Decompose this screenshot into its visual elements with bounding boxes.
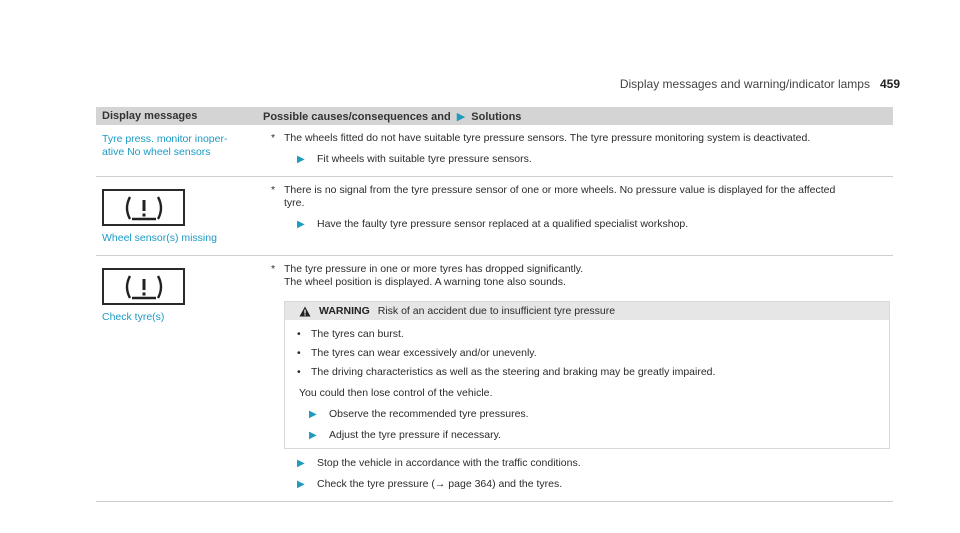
- cause-item: [271, 184, 887, 197]
- col-header-display-messages: Display messages: [96, 107, 257, 125]
- warning-triangle-icon: [299, 306, 311, 317]
- table-header-row: [96, 107, 893, 125]
- action-text-page-link[interactable]: Check the tyre pressure (→ page 364) and the tyres.: [317, 478, 563, 490]
- page-header: [620, 77, 900, 91]
- warning-bullet: [297, 366, 879, 379]
- action-arrow-icon: ▶: [297, 219, 305, 230]
- action-text: Observe the recommended tyre pressures.: [329, 408, 529, 420]
- action-item: [297, 478, 887, 491]
- page-number: 459: [879, 77, 900, 91]
- cause-cell: [257, 125, 893, 177]
- warning-title: Risk of an accident due to insufficient tyre pressure: [377, 305, 616, 317]
- bullet-marker: •: [297, 347, 301, 359]
- bullet-marker: •: [297, 328, 301, 340]
- warning-bullet: [297, 328, 879, 341]
- action-arrow-icon: ▶: [297, 458, 305, 469]
- arrow-right-icon: ▶: [456, 110, 466, 123]
- cause-text-continued: The wheel position is displayed. A warning tone also sounds.: [284, 276, 566, 288]
- col-header-solutions-label: Solutions: [471, 110, 522, 123]
- message-link-check-tyres[interactable]: Check tyre(s): [102, 311, 165, 323]
- table-row: [96, 256, 893, 502]
- bullet-marker: •: [297, 366, 301, 378]
- cause-marker: *: [271, 184, 276, 196]
- bullet-text: The tyres can burst.: [311, 328, 404, 340]
- header-title: Display messages and warning/indicator lamps: [619, 77, 870, 91]
- warning-box: [284, 301, 890, 449]
- cause-text: The wheels fitted do not have suitable tyre pressure sensors. The tyre pressure monitoring system is deactivated.: [284, 132, 811, 144]
- cause-item: [271, 263, 887, 276]
- message-cell: [96, 256, 257, 502]
- warning-body: [285, 320, 889, 448]
- tpms-warning-icon: [102, 189, 185, 226]
- message-cell: [96, 125, 257, 177]
- cause-marker: *: [271, 263, 276, 275]
- action-text: Have the faulty tyre pressure sensor replaced at a qualified specialist workshop.: [317, 218, 689, 230]
- warning-label: WARNING: [319, 305, 370, 317]
- action-item: [297, 218, 887, 231]
- action-item: [309, 408, 879, 421]
- cause-text: There is no signal from the tyre pressure sensor of one or more wheels. No pressure value is displayed for the affected: [284, 184, 836, 196]
- action-item: [297, 457, 887, 470]
- message-cell: [96, 177, 257, 256]
- tpms-warning-icon: [102, 268, 185, 305]
- cause-cell: [257, 256, 893, 502]
- col-header-causes: [257, 107, 893, 125]
- col-header-causes-label: Possible causes/consequences and: [263, 110, 451, 123]
- action-text: Stop the vehicle in accordance with the traffic conditions.: [317, 457, 581, 469]
- action-arrow-icon: ▶: [297, 479, 305, 490]
- message-link-wheel-sensor-missing[interactable]: Wheel sensor(s) missing: [102, 232, 217, 244]
- table-row: [96, 125, 893, 177]
- cause-marker: *: [271, 132, 276, 144]
- action-item: [309, 429, 879, 442]
- cause-cell: [257, 177, 893, 256]
- warning-consequence: You could then lose control of the vehicle.: [299, 387, 493, 399]
- display-messages-table: [96, 107, 893, 502]
- cause-text-continued: tyre.: [284, 197, 305, 209]
- action-arrow-icon: ▶: [309, 409, 317, 420]
- bullet-text: The tyres can wear excessively and/or unevenly.: [311, 347, 537, 359]
- action-text: Adjust the tyre pressure if necessary.: [329, 429, 501, 441]
- cause-item: [271, 132, 887, 145]
- action-text: Fit wheels with suitable tyre pressure sensors.: [317, 153, 532, 165]
- cause-text: The tyre pressure in one or more tyres has dropped significantly.: [284, 263, 584, 275]
- warning-bullet: [297, 347, 879, 360]
- action-arrow-icon: ▶: [297, 154, 305, 165]
- bullet-text: The driving characteristics as well as the steering and braking may be greatly impaired.: [311, 366, 716, 378]
- action-item: [297, 153, 887, 166]
- message-link-tyre-press-monitor-inoperative[interactable]: Tyre press. monitor inoper- ative No wheel sensors: [102, 133, 228, 158]
- action-arrow-icon: ▶: [309, 430, 317, 441]
- warning-header: [285, 302, 889, 320]
- table-row: [96, 177, 893, 256]
